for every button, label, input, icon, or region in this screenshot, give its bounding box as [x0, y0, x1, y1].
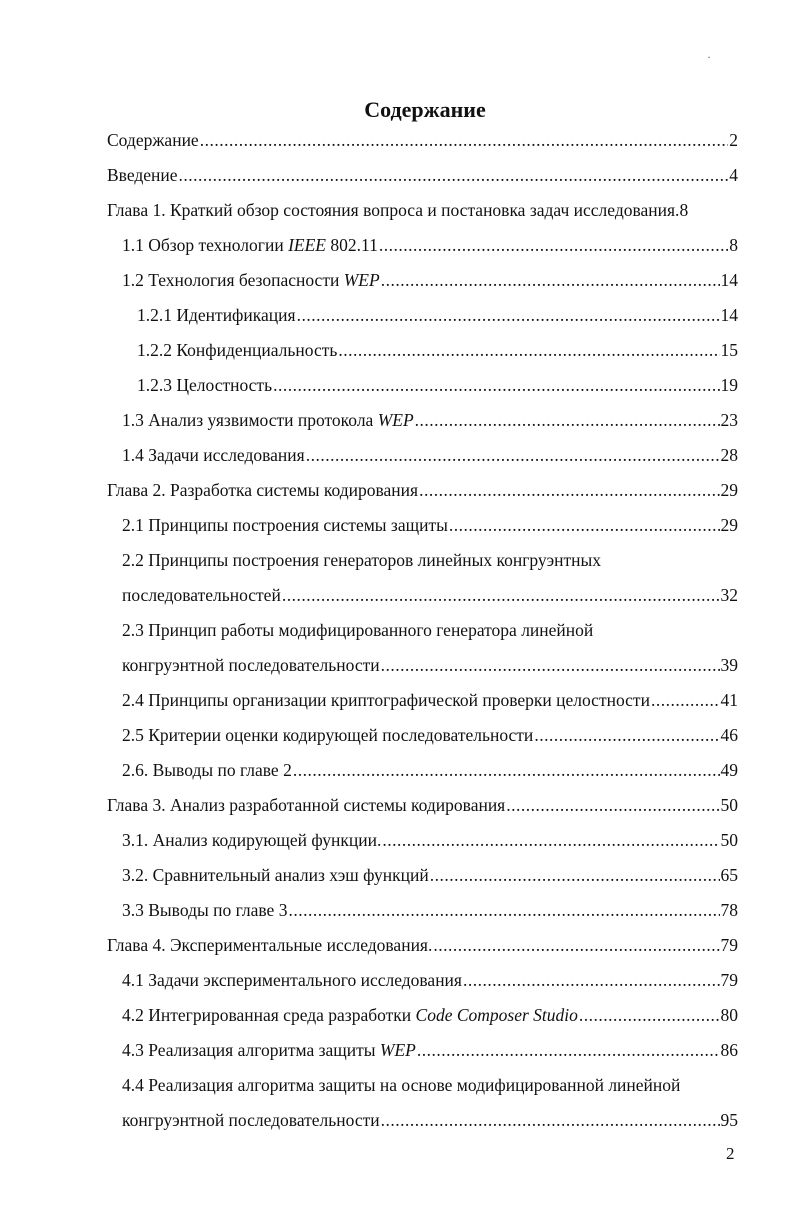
toc-entry-text-part: 1.3 Анализ уязвимости протокола	[122, 410, 378, 430]
toc-entry[interactable]	[0, 688, 795, 712]
toc-page-number: 8	[729, 235, 738, 255]
toc-entry[interactable]	[0, 303, 795, 327]
leader-dots	[338, 338, 719, 362]
toc-entry[interactable]	[0, 198, 795, 222]
toc-entry[interactable]	[0, 408, 795, 432]
toc-entry[interactable]	[0, 758, 795, 782]
toc-page-number: 41	[720, 690, 738, 710]
toc-entry-text: 1.4 Задачи исследования	[122, 445, 305, 465]
toc-entry-text	[122, 1038, 416, 1062]
leader-dots	[433, 933, 719, 957]
leader-dots	[293, 758, 720, 782]
toc-entry-text: 3.2. Сравнительный анализ хэш функций	[122, 865, 429, 885]
toc-entry-text-part: 1.1 Обзор технологии	[122, 235, 289, 255]
toc-page-number: 8	[679, 200, 689, 220]
toc-entry-first-line[interactable]	[0, 618, 795, 642]
toc-entry-text: 3.3 Выводы по главе 3	[122, 900, 288, 920]
toc-entry-text: Глава 4. Экспериментальные исследования.	[107, 935, 433, 955]
toc-entry-italic-term: Code Composer Studio	[415, 1005, 578, 1025]
leader-dots	[381, 268, 720, 292]
toc-entry-text: 2.3 Принцип работы модифицированного генератора линейной	[122, 620, 594, 640]
toc-entry[interactable]	[0, 898, 795, 922]
toc-entry[interactable]	[0, 128, 795, 152]
toc-entry-text-part: 1.2 Технология безопасности	[122, 270, 344, 290]
toc-entry-text: последовательностей	[122, 585, 281, 605]
toc-entry-text-part: 4.3 Реализация алгоритма защиты	[122, 1040, 380, 1060]
toc-entry[interactable]	[0, 1003, 795, 1027]
toc-entry-text: 3.1. Анализ кодирующей функции.	[122, 830, 382, 850]
leader-dots	[534, 723, 719, 747]
toc-entry-text: 1.2.1 Идентификация	[137, 305, 296, 325]
toc-page-number: 46	[720, 725, 738, 745]
toc-entry-italic-term: WEP	[379, 1040, 416, 1060]
leader-dots	[179, 163, 729, 187]
toc-entry-first-line[interactable]	[0, 548, 795, 572]
leader-dots	[415, 408, 720, 432]
toc-entry[interactable]	[0, 793, 795, 817]
toc-page-number: 80	[720, 1005, 738, 1025]
leader-dots	[430, 863, 720, 887]
toc-entry[interactable]	[0, 513, 795, 537]
toc-page-number: 23	[720, 410, 738, 430]
toc-entry-italic-term: WEP	[377, 410, 414, 430]
toc-page-number: 86	[720, 1040, 738, 1060]
toc-entry[interactable]	[0, 723, 795, 747]
toc-page-number: 50	[720, 830, 738, 850]
toc-entry[interactable]	[0, 233, 795, 257]
leader-dots	[651, 688, 720, 712]
toc-page-number: 15	[720, 340, 738, 360]
toc-entry-text: 4.4 Реализация алгоритма защиты на основе модифицированной линейной	[122, 1075, 681, 1095]
toc-entry[interactable]	[0, 1108, 795, 1132]
toc-page-number: 4	[729, 165, 738, 185]
toc-entry-text: Глава 1. Краткий обзор состояния вопроса и постановка задач исследования.	[107, 200, 680, 220]
page-title: Содержание	[364, 97, 486, 122]
toc-entry-text	[122, 268, 380, 292]
toc-entry-text: Содержание	[107, 130, 199, 150]
toc-page-number: 78	[720, 900, 738, 920]
leader-dots	[417, 1038, 720, 1062]
toc-entry-text	[122, 408, 414, 432]
toc-entry-text-part: 802.11	[325, 235, 378, 255]
toc-entry-text-part: 4.2 Интегрированная среда разработки	[122, 1005, 416, 1025]
toc-page-number: 14	[720, 270, 738, 290]
leader-dots	[449, 513, 720, 537]
toc-entry-text: конгруэнтной последовательности	[122, 655, 380, 675]
leader-dots	[579, 1003, 720, 1027]
toc-page-number: 95	[720, 1110, 738, 1130]
toc-entry-text: 2.4 Принципы организации криптографической проверки целостности	[122, 690, 650, 710]
toc-entry[interactable]	[0, 828, 795, 852]
toc-page-number: 14	[720, 305, 738, 325]
toc-entry[interactable]	[0, 583, 795, 607]
toc-page-number: 29	[720, 515, 738, 535]
leader-dots	[419, 478, 719, 502]
toc-page-number: 2	[729, 130, 738, 150]
toc-entry[interactable]	[0, 478, 795, 502]
toc-entry-text: 2.1 Принципы построения системы защиты	[122, 515, 448, 535]
toc-page-number: 29	[720, 480, 738, 500]
toc-entry[interactable]	[0, 1038, 795, 1062]
toc-page-number: 28	[720, 445, 738, 465]
toc-entry[interactable]	[0, 268, 795, 292]
toc-entry-italic-term: IEEE	[288, 235, 326, 255]
leader-dots	[379, 233, 728, 257]
toc-page-number: 50	[720, 795, 738, 815]
toc-entry[interactable]	[0, 163, 795, 187]
toc-entry-text: Глава 2. Разработка системы кодирования	[107, 480, 419, 500]
toc-entry[interactable]	[0, 443, 795, 467]
toc-entry[interactable]	[0, 338, 795, 362]
toc-page-number: 65	[720, 865, 738, 885]
leader-dots	[200, 128, 729, 152]
leader-dots	[282, 583, 720, 607]
leader-dots	[463, 968, 720, 992]
toc-entry-text: 2.5 Критерии оценки кодирующей последовательности	[122, 725, 534, 745]
leader-dots	[306, 443, 720, 467]
toc-entry-text: 1.2.3 Целостность	[137, 375, 273, 395]
toc-entry[interactable]	[0, 863, 795, 887]
leader-dots	[506, 793, 719, 817]
toc-page-number: 19	[720, 375, 738, 395]
toc-page-number: 32	[720, 585, 738, 605]
toc-page-number: 39	[720, 655, 738, 675]
leader-dots	[381, 653, 720, 677]
page-number: 2	[726, 1144, 735, 1163]
leader-dots	[273, 373, 719, 397]
toc-entry-text: 2.6. Выводы по главе 2	[122, 760, 292, 780]
toc-entry-text	[122, 233, 378, 257]
toc-page-number: 79	[720, 970, 738, 990]
toc-entry[interactable]	[0, 653, 795, 677]
toc-entry[interactable]	[0, 968, 795, 992]
toc-page-number: 49	[720, 760, 738, 780]
toc-entry-text: конгруэнтной последовательности	[122, 1110, 380, 1130]
toc-entry-text: Введение	[107, 165, 178, 185]
toc-entry-first-line[interactable]	[0, 1073, 795, 1097]
toc-entry-text: Глава 3. Анализ разработанной системы кодирования	[107, 795, 506, 815]
toc-entry-text: 2.2 Принципы построения генераторов линейных конгруэнтных	[122, 550, 602, 570]
toc-entry-text: 4.1 Задачи экспериментального исследования	[122, 970, 462, 990]
leader-dots	[288, 898, 719, 922]
toc-entry-italic-term: WEP	[343, 270, 380, 290]
leader-dots	[297, 303, 720, 327]
stray-mark: ·	[707, 50, 711, 64]
toc-entry[interactable]	[0, 373, 795, 397]
leader-dots	[381, 1108, 720, 1132]
leader-dots	[382, 828, 719, 852]
toc-entry[interactable]	[0, 933, 795, 957]
toc-page-number: 79	[720, 935, 738, 955]
toc-entry-text	[122, 1003, 578, 1027]
toc-entry-text: 1.2.2 Конфиденциальность	[137, 340, 338, 360]
